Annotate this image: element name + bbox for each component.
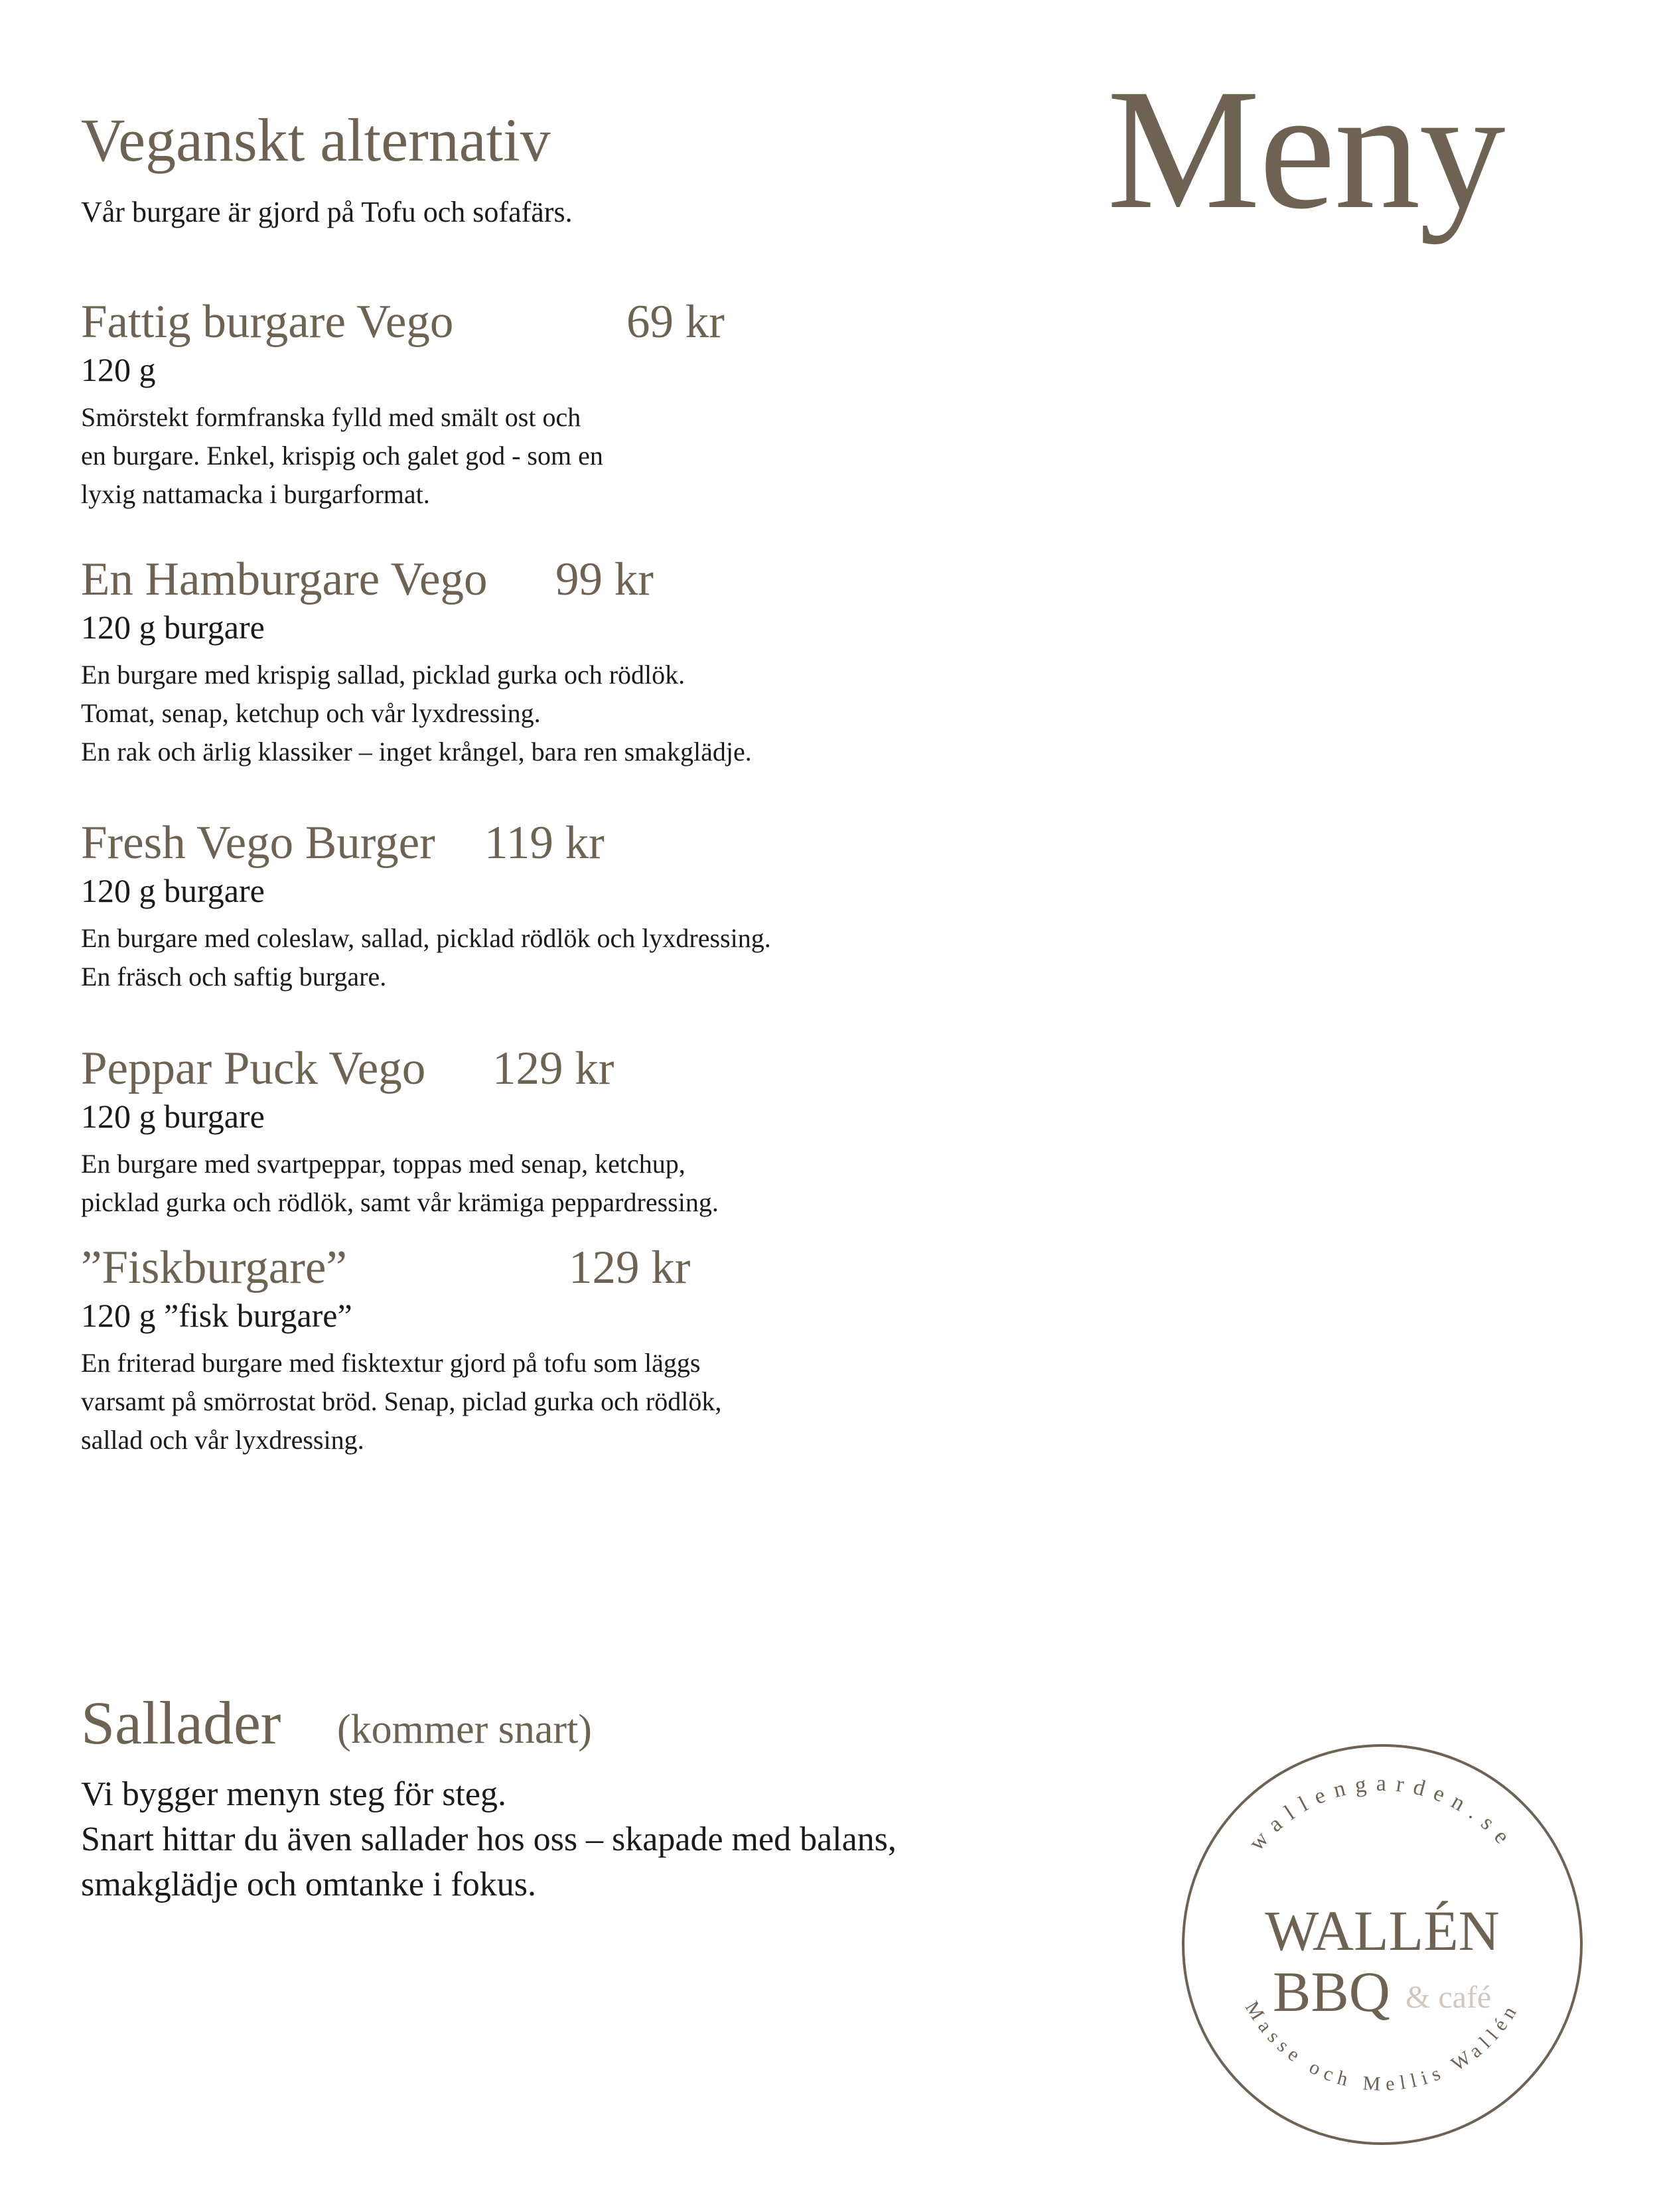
description-line: En rak och ärlig klassiker – inget krångel, bara ren smakglädje. [81,737,752,767]
description-line: varsamt på smörrostat bröd. Senap, piclad gurka och rödlök, [81,1386,722,1416]
item-weight: 120 g ”fisk burgare” [81,1297,352,1334]
menu-title: Meny [1107,54,1504,245]
description-line: En burgare med krispig sallad, picklad gurka och rödlök. [81,660,685,690]
item-description [81,656,752,771]
description-line: sallad och vår lyxdressing. [81,1425,364,1455]
sallader-coming-soon: (kommer snart) [337,1707,592,1752]
description-line: En fräsch och saftig burgare. [81,962,387,992]
description-line: En burgare med svartpeppar, toppas med senap, ketchup, [81,1149,685,1179]
item-price: 69 kr [626,296,725,348]
description-line: en burgare. Enkel, krispig och galet god - som en [81,441,603,471]
logo-wallen: WALLÉN [1265,1899,1500,1962]
sallader-text-line: Snart hittar du även sallader hos oss – skapade med balans, [81,1820,897,1858]
logo-website: wallengarden.se [1244,1771,1520,1856]
logo-cafe: & café [1406,1980,1492,2015]
logo-bbq: BBQ [1273,1960,1390,2024]
item-price: 99 kr [555,553,654,605]
item-weight: 120 g burgare [81,1098,265,1135]
item-price: 129 kr [492,1043,614,1094]
item-name: Peppar Puck Vego [81,1043,426,1094]
item-description [81,1344,721,1459]
description-line: Smörstekt formfranska fylld med smält ost och [81,402,581,432]
item-description [81,398,603,514]
description-line: En friterad burgare med fisktextur gjord på tofu som läggs [81,1348,701,1378]
item-weight: 120 g [81,351,156,388]
sallader-text [81,1772,897,1907]
item-name: Fattig burgare Vego [81,296,454,348]
description-line: En burgare med coleslaw, sallad, picklad rödlök och lyxdressing. [81,923,771,953]
sallader-text-line: smakglädje och omtanke i fokus. [81,1866,536,1903]
wallen-bbq-logo [1177,1739,1588,2150]
item-description [81,1145,719,1222]
section-heading: Veganskt alternativ [81,106,551,174]
item-description [81,919,771,996]
logo-owners: Masse och Mellis Wallén [1240,1997,1524,2096]
item-name: ”Fiskburgare” [81,1242,347,1293]
item-weight: 120 g burgare [81,872,265,909]
description-line: lyxig nattamacka i burgarformat. [81,479,430,509]
item-price: 129 kr [569,1242,691,1293]
sallader-text-line: Vi bygger menyn steg för steg. [81,1775,506,1813]
item-name: Fresh Vego Burger [81,817,435,869]
description-line: Tomat, senap, ketchup och vår lyxdressing. [81,698,541,728]
sallader-heading: Sallader [81,1689,281,1757]
item-weight: 120 g burgare [81,609,265,646]
item-name: En Hamburgare Vego [81,553,488,605]
description-line: picklad gurka och rödlök, samt vår krämiga peppardressing. [81,1187,719,1217]
item-price: 119 kr [484,817,605,869]
section-intro: Vår burgare är gjord på Tofu och sofafärs. [81,196,573,228]
